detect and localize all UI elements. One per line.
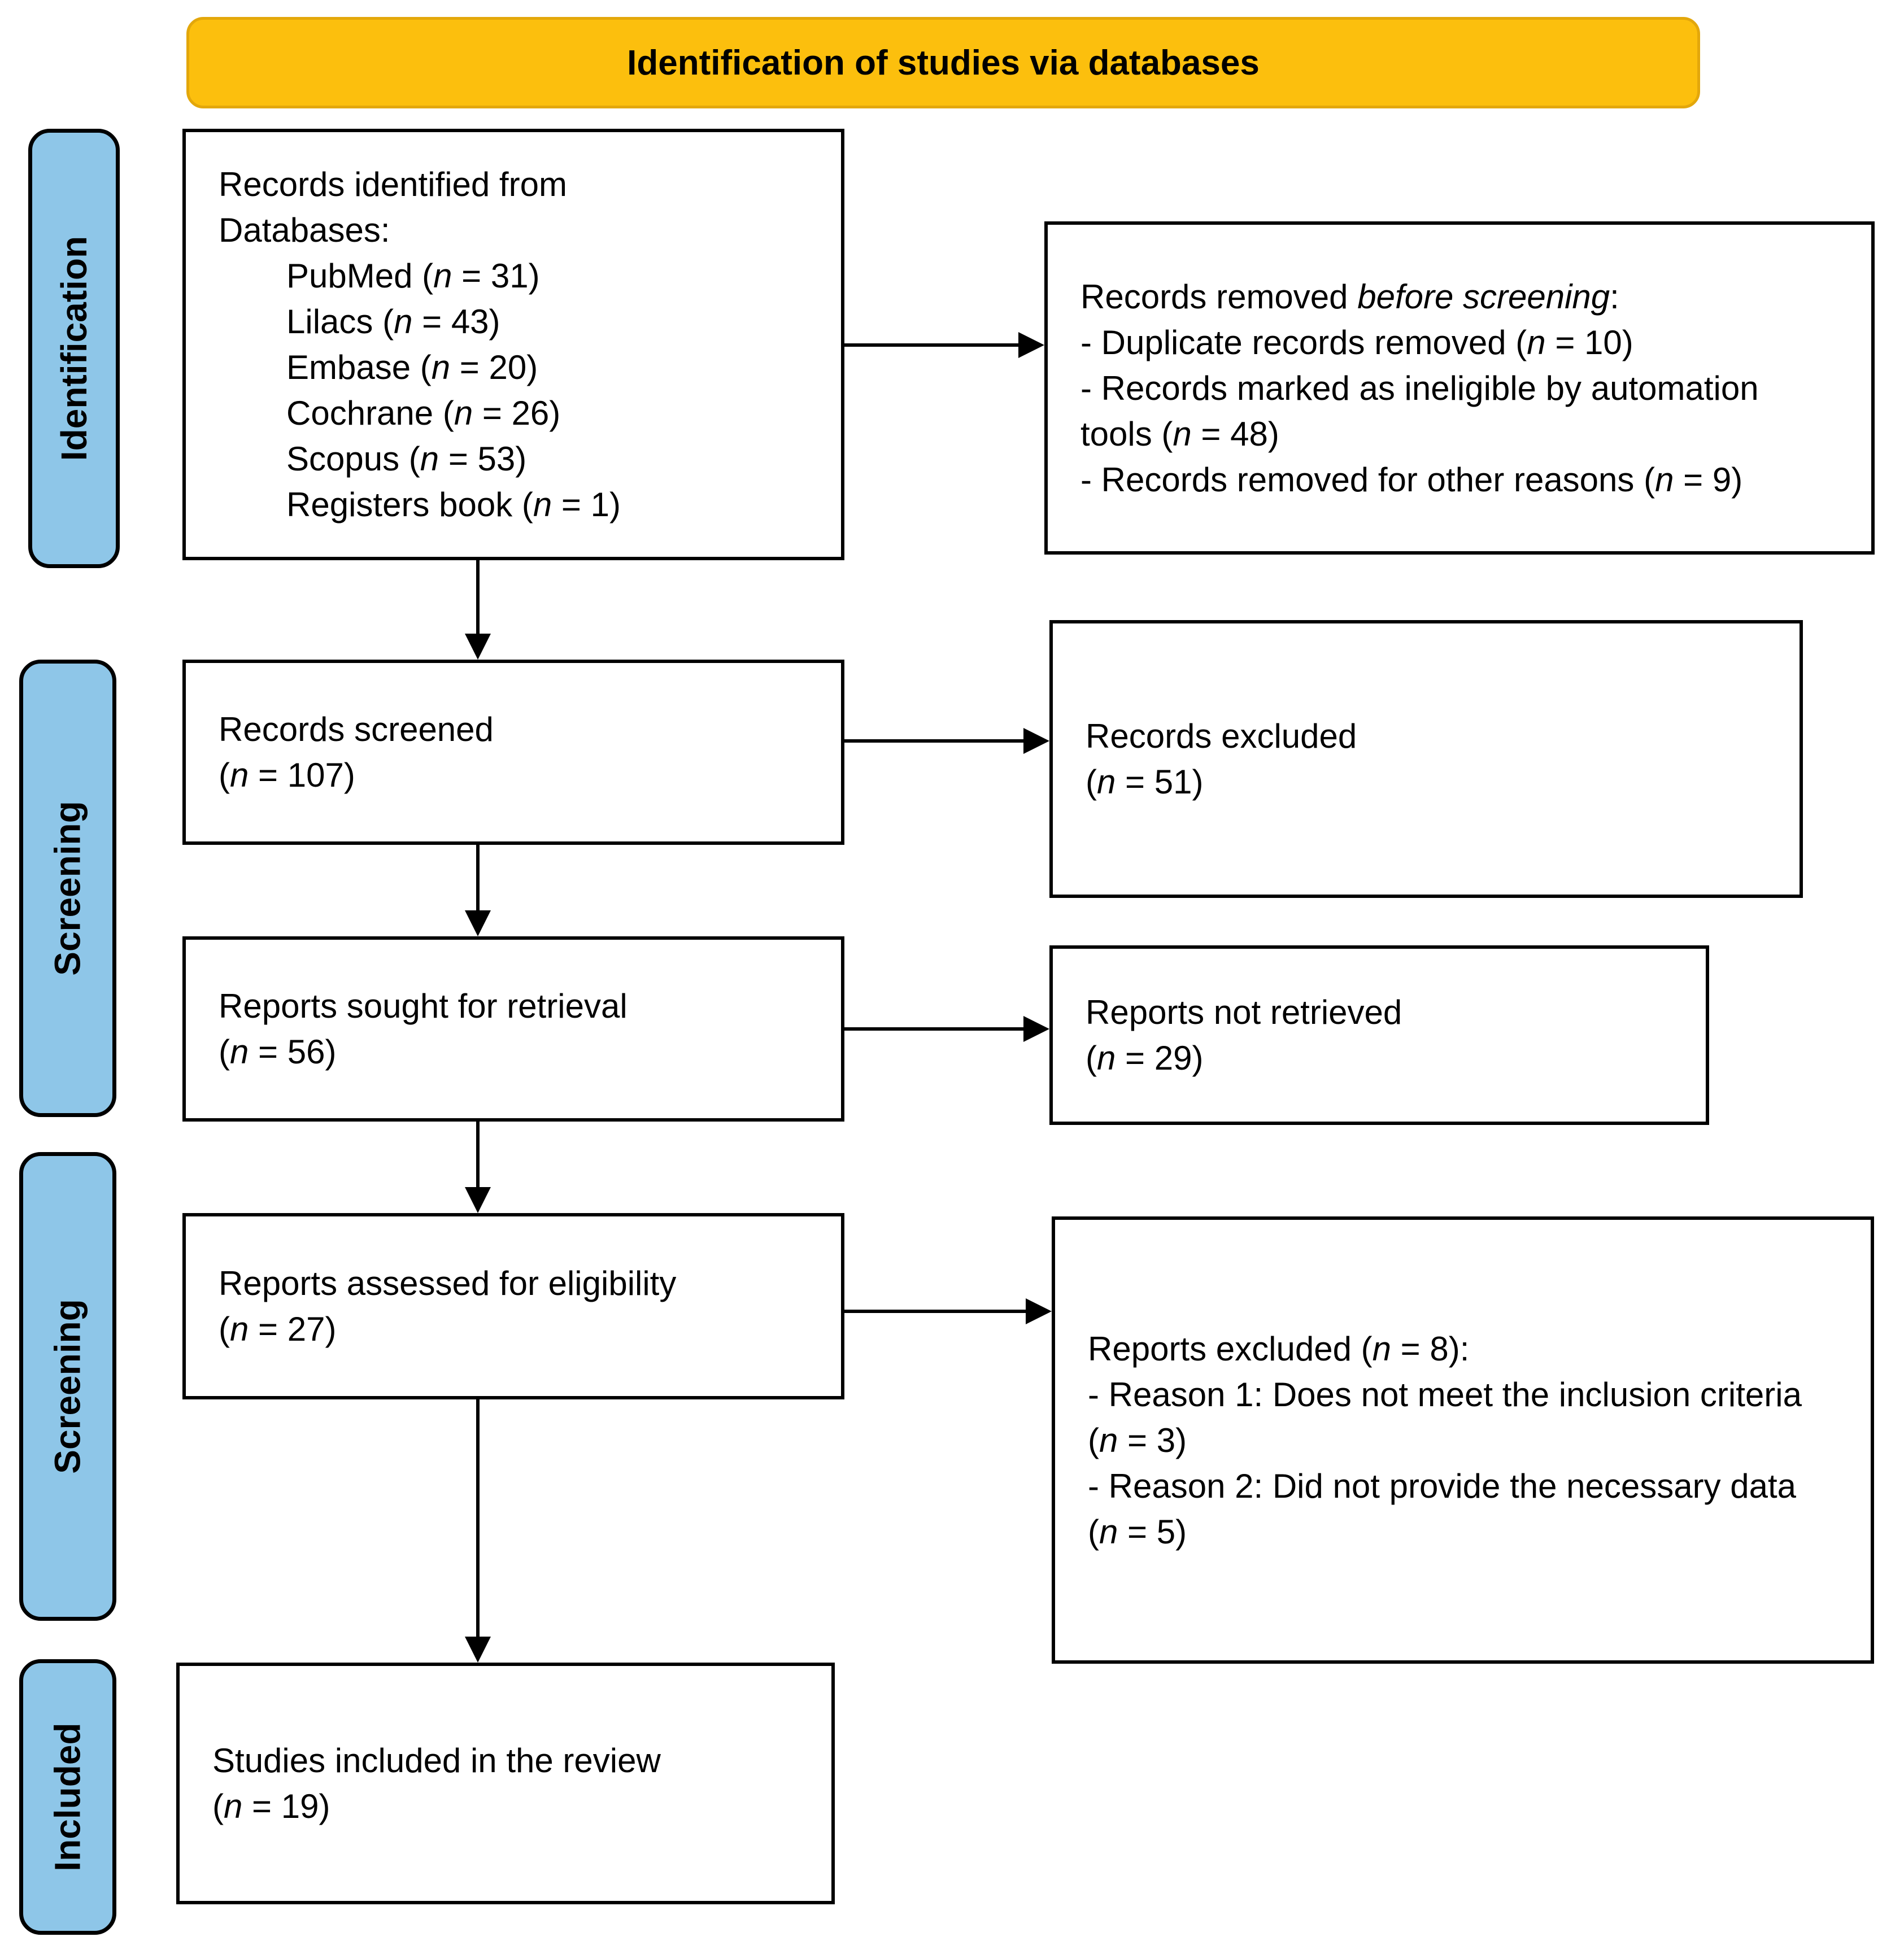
db-item-registers-book: Registers book (n = 1): [286, 486, 621, 524]
header-banner: [186, 17, 1700, 108]
box-records-excluded: [1049, 620, 1803, 898]
arrow-right-icon: [1023, 728, 1049, 754]
box-studies-included: [176, 1663, 835, 1904]
removed-item-automation: - Records marked as ineligible by automation tools (n = 48): [1080, 369, 1759, 453]
reports-not-retrieved-count: (n = 29): [1086, 1039, 1204, 1077]
box-reports-excluded: [1052, 1216, 1874, 1664]
box-reports-assessed: [182, 1213, 844, 1399]
box-records-identified: [182, 129, 844, 560]
records-excluded-count: (n = 51): [1086, 763, 1204, 801]
db-item-lilacs: Lilacs (n = 43): [286, 303, 500, 341]
arrow-right-icon: [1023, 1016, 1049, 1042]
stage-included-label: Included: [47, 1722, 88, 1872]
page-title: Identification of studies via databases: [627, 43, 1260, 82]
reports-not-retrieved-line1: Reports not retrieved: [1086, 993, 1402, 1031]
arrow-right-icon: [1026, 1298, 1052, 1324]
arrow-down-icon: [465, 1637, 491, 1663]
box-reports-not-retrieved: [1049, 945, 1709, 1125]
records-screened-line1: Records screened: [219, 710, 494, 748]
records-identified-line2: Databases:: [219, 211, 390, 249]
excluded-reason-2: - Reason 2: Did not provide the necessary data (n = 5): [1088, 1467, 1797, 1551]
reports-excluded-title: Reports excluded (n = 8):: [1088, 1329, 1470, 1368]
box-records-screened: [182, 660, 844, 845]
reports-sought-line1: Reports sought for retrieval: [219, 987, 628, 1025]
box-records-removed: [1044, 221, 1875, 555]
excluded-reason-1: - Reason 1: Does not meet the inclusion criteria (n = 3): [1088, 1375, 1802, 1459]
reports-sought-count: (n = 56): [219, 1033, 337, 1071]
arrow-down-icon: [465, 634, 491, 660]
stage-included: [19, 1659, 116, 1935]
records-removed-title: Records removed before screening:: [1080, 277, 1619, 316]
removed-item-duplicates: - Duplicate records removed (n = 10): [1080, 323, 1633, 361]
stage-identification: [28, 129, 120, 568]
stage-screening-1: [19, 660, 116, 1117]
records-excluded-line1: Records excluded: [1086, 717, 1357, 755]
records-identified-line1: Records identified from: [219, 165, 567, 203]
reports-assessed-line1: Reports assessed for eligibility: [219, 1264, 677, 1302]
studies-included-line1: Studies included in the review: [212, 1742, 661, 1779]
db-item-pubmed: PubMed (n = 31): [286, 257, 540, 295]
stage-screening-2: [19, 1152, 116, 1621]
db-item-embase: Embase (n = 20): [286, 348, 538, 386]
records-screened-count: (n = 107): [219, 756, 355, 794]
stage-identification-label: Identification: [54, 235, 94, 461]
arrow-down-icon: [465, 1187, 491, 1213]
arrow-right-icon: [1018, 332, 1044, 358]
db-item-scopus: Scopus (n = 53): [286, 440, 527, 478]
stage-screening-2-label: Screening: [47, 1299, 88, 1474]
db-item-cochrane: Cochrane (n = 26): [286, 394, 561, 432]
reports-assessed-count: (n = 27): [219, 1310, 337, 1348]
studies-included-count: (n = 19): [212, 1787, 330, 1825]
arrow-down-icon: [465, 910, 491, 936]
stage-screening-1-label: Screening: [47, 801, 88, 976]
box-reports-sought: [182, 936, 844, 1122]
removed-item-other: - Records removed for other reasons (n = 9): [1080, 460, 1743, 499]
